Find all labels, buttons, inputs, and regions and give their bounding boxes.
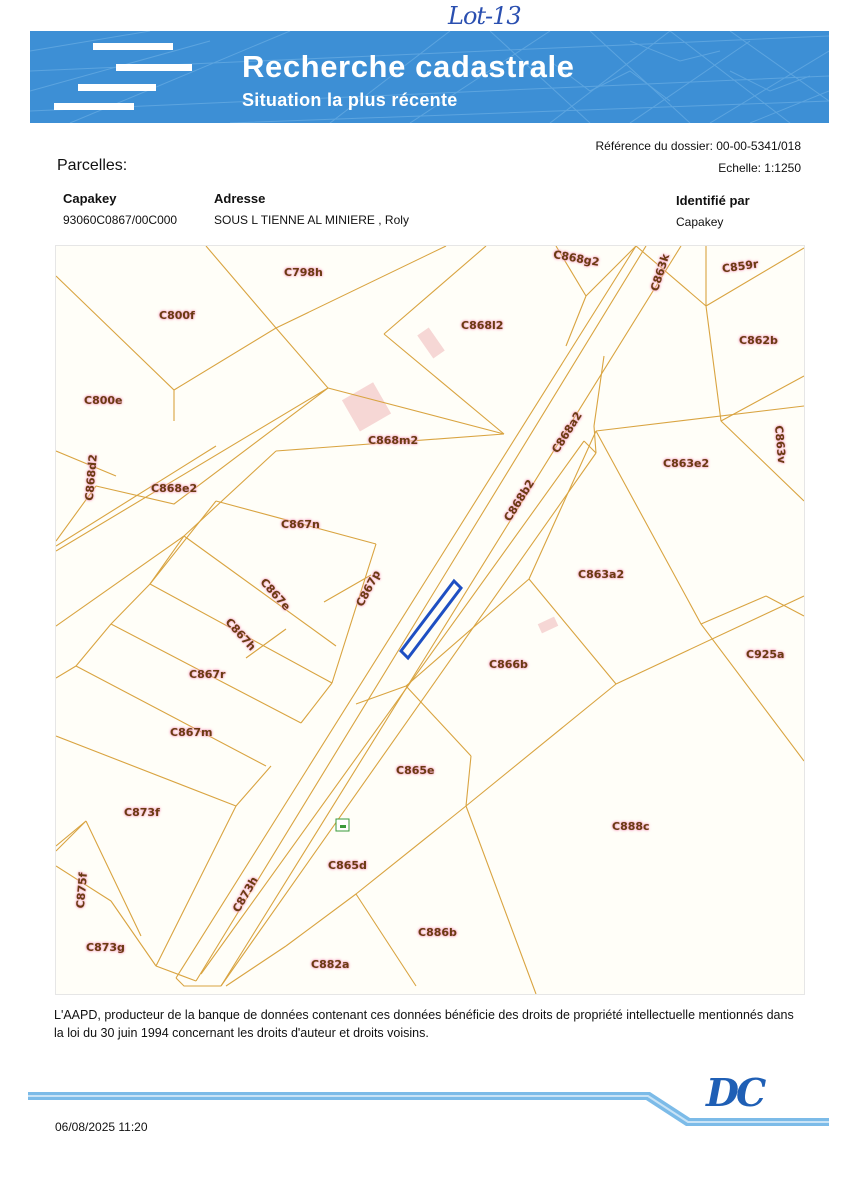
parcel-label: C873g xyxy=(86,941,125,954)
parcel-label: C868l2 xyxy=(461,319,504,332)
parcel-label: C868m2 xyxy=(368,434,419,447)
parcel-boundaries xyxy=(56,246,804,994)
parcel-label: C888c xyxy=(612,820,650,833)
parcel-label: C868e2 xyxy=(151,482,198,495)
parcel-label: C865d xyxy=(328,859,367,872)
parcel-label: C798h xyxy=(284,266,323,279)
cell-adresse: SOUS L TIENNE AL MINIERE , Roly xyxy=(214,213,409,227)
column-header-adresse: Adresse xyxy=(214,191,266,206)
cell-capakey: 93060C0867/00C000 xyxy=(63,213,178,227)
page-title: Recherche cadastrale xyxy=(242,49,575,84)
parcelles-label: Parcelles: xyxy=(57,157,128,174)
parcel-label: C800f xyxy=(159,309,195,322)
parcel-label: C867m xyxy=(170,726,213,739)
parcel-label: C867r xyxy=(189,668,226,681)
cell-identifie-par: Capakey xyxy=(676,215,724,229)
parcel-label: C868g2 xyxy=(552,248,601,269)
parcel-label: C868d2 xyxy=(82,453,100,502)
file-reference: Référence du dossier: 00-00-5341/018 xyxy=(595,139,801,153)
parcel-label: C863e2 xyxy=(663,457,710,470)
map-scale: Echelle: 1:1250 xyxy=(718,161,801,175)
column-header-identifie-par: Identifié par xyxy=(676,193,750,208)
dc-logo: DC xyxy=(706,1070,764,1115)
copyright-disclaimer: L'AAPD, producteur de la banque de données contenant ces données bénéficie des droits de propriété intellectuelle mentionnés dans la loi du 30 juin 1994 concernant les droits d'auteur et droits voisins. xyxy=(54,1008,794,1040)
parcel-label: C867h xyxy=(222,615,259,654)
cadastral-map[interactable] xyxy=(55,245,805,995)
print-date: 06/08/2025 11:20 xyxy=(55,1120,148,1134)
handwritten-lot-note: Lot-13 xyxy=(448,2,521,30)
parcel-label: C886b xyxy=(418,926,457,939)
parcel-label: C867e xyxy=(257,575,293,614)
parcel-label: C873f xyxy=(124,806,160,819)
parcel-label: C862b xyxy=(739,334,778,347)
parcel-label: C873h xyxy=(230,874,261,915)
parcel-label: C868b2 xyxy=(501,477,538,524)
parcel-label: C866b xyxy=(489,658,528,671)
parcel-label: C925a xyxy=(746,648,785,661)
parcel-label: C863k xyxy=(648,252,673,293)
parcel-label: C800e xyxy=(84,394,123,407)
parcel-label: C882a xyxy=(311,958,350,971)
header-banner xyxy=(30,31,829,123)
parcel-label: C865e xyxy=(396,764,435,777)
column-header-capakey: Capakey xyxy=(63,191,117,206)
parcel-label: C867n xyxy=(281,518,320,531)
parcel-label: C875f xyxy=(73,872,90,909)
parcel-label: C867p xyxy=(353,568,384,609)
page-subtitle: Situation la plus récente xyxy=(242,90,458,110)
parcel-label: C859r xyxy=(721,257,760,276)
parcel-label: C868a2 xyxy=(549,409,585,456)
parcel-label: C863a2 xyxy=(578,568,625,581)
parcel-label: C863v xyxy=(771,424,789,465)
